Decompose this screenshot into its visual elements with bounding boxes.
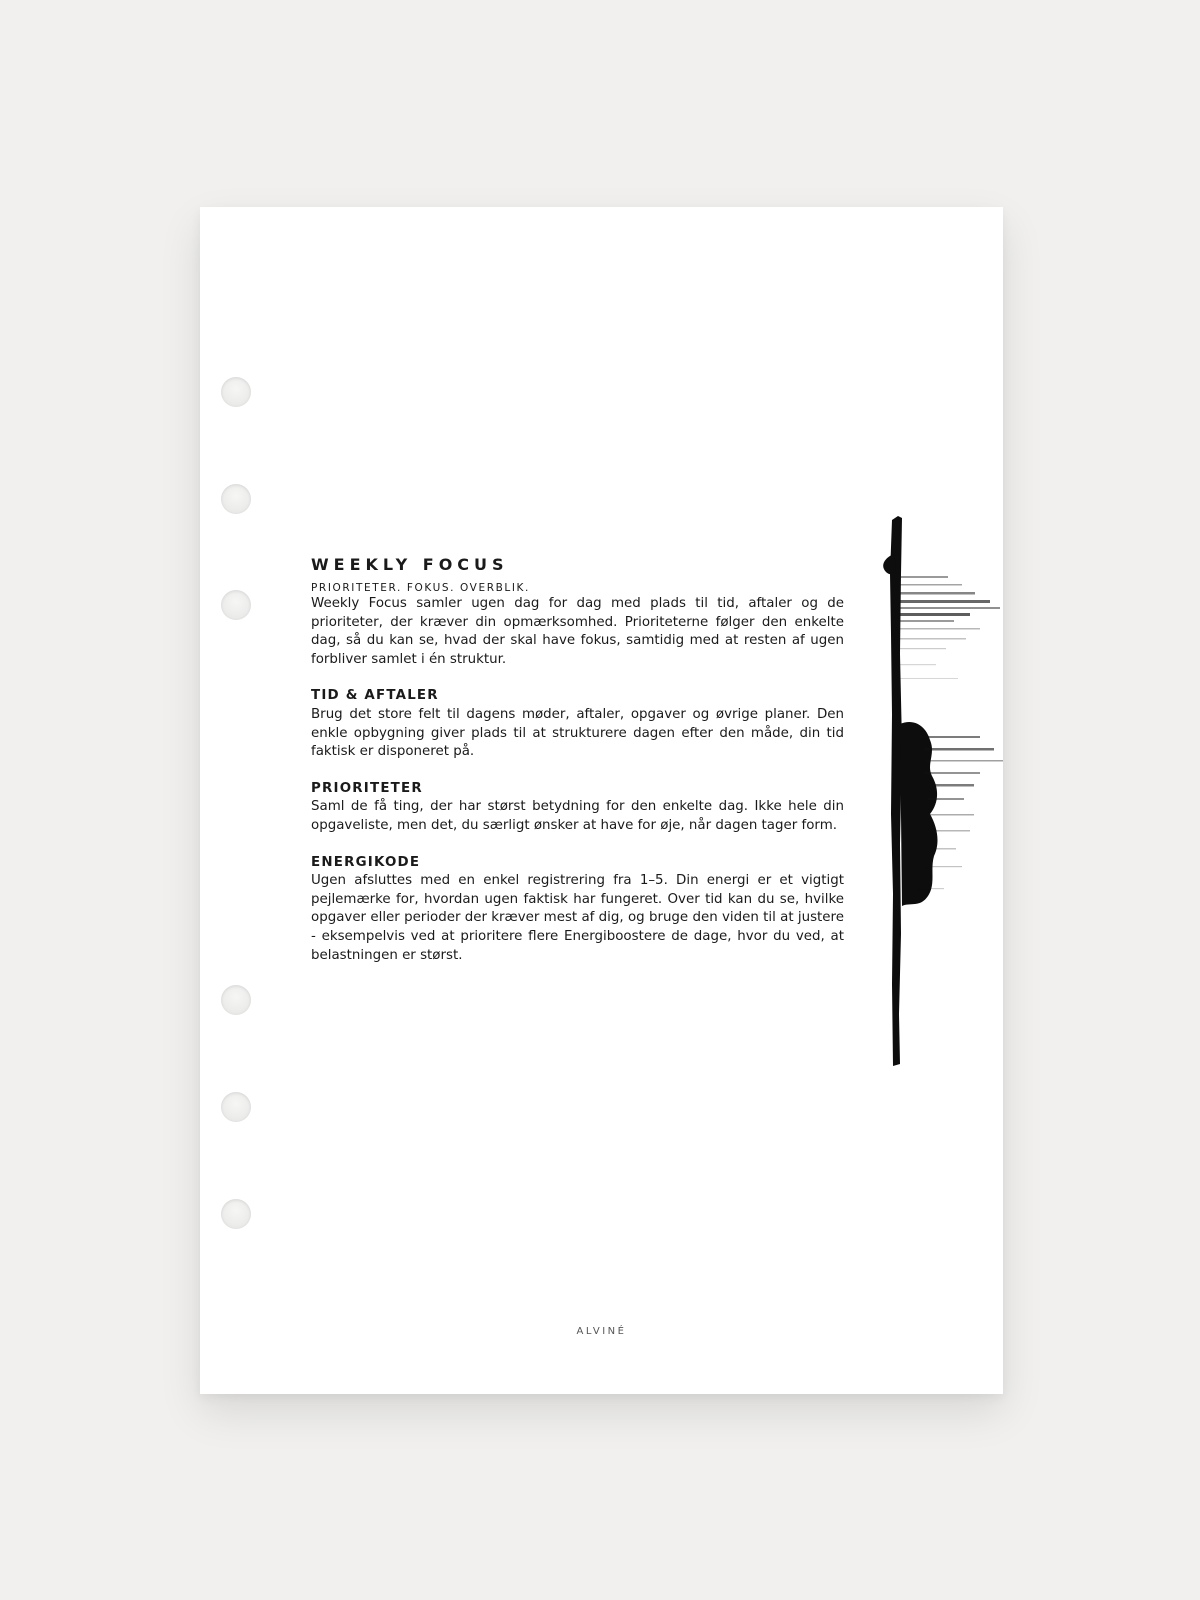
page-subtitle: PRIORITETER. FOKUS. OVERBLIK. [311, 582, 530, 594]
brand-mark: ALVINÉ [576, 1326, 627, 1337]
punch-hole [221, 985, 251, 1015]
section-text: Saml de få ting, der har størst betydning for den enkelte dag. Ikke hele din opgaveliste, men det, du særligt ønsker at have for øje, når dagen tager form. [311, 799, 844, 833]
planner-page [200, 207, 1003, 1394]
intro-paragraph: Weekly Focus samler ugen dag for dag med plads til tid, aftaler og de prioriteter, der kræver din opmærksomhed. Prioriteterne følger den enkelte dag, så du kan se, hvad der skal have fokus, samtidig med at resten af ugen forbliver samlet i én struktur. [311, 596, 844, 667]
page-title: WEEKLY FOCUS [311, 555, 509, 574]
section-text: Brug det store felt til dagens møder, aftaler, opgaver og øvrige planer. Den enkle opbygning giver plads til at strukturere dagen efter den måde, din tid faktisk er disponeret på. [311, 706, 844, 760]
section-heading: TID & AFTALER [311, 688, 439, 704]
punch-hole [221, 377, 251, 407]
text-block [311, 555, 844, 965]
section-priorities [311, 780, 844, 836]
punch-hole [221, 590, 251, 620]
section-time-appointments [311, 687, 844, 761]
section-text: Ugen afsluttes med en enkel registrering fra 1–5. Din energi er et vigtigt pejlemærke for, hvordan ugen faktisk har fungeret. Over tid kan du se, hvilke opgaver eller perioder der kræver mest af dig, og bruge den viden til at justere - eksempelvis ved at prioritere flere Energiboostere de dage, hvor du ved, at belastningen er størst. [311, 873, 844, 963]
punch-hole [221, 1199, 251, 1229]
punch-hole [221, 1092, 251, 1122]
punch-hole [221, 484, 251, 514]
section-energy-code [311, 854, 844, 966]
section-heading: ENERGIKODE [311, 854, 421, 870]
section-heading: PRIORITETER [311, 780, 423, 796]
ink-brush-stroke [880, 514, 1003, 1074]
